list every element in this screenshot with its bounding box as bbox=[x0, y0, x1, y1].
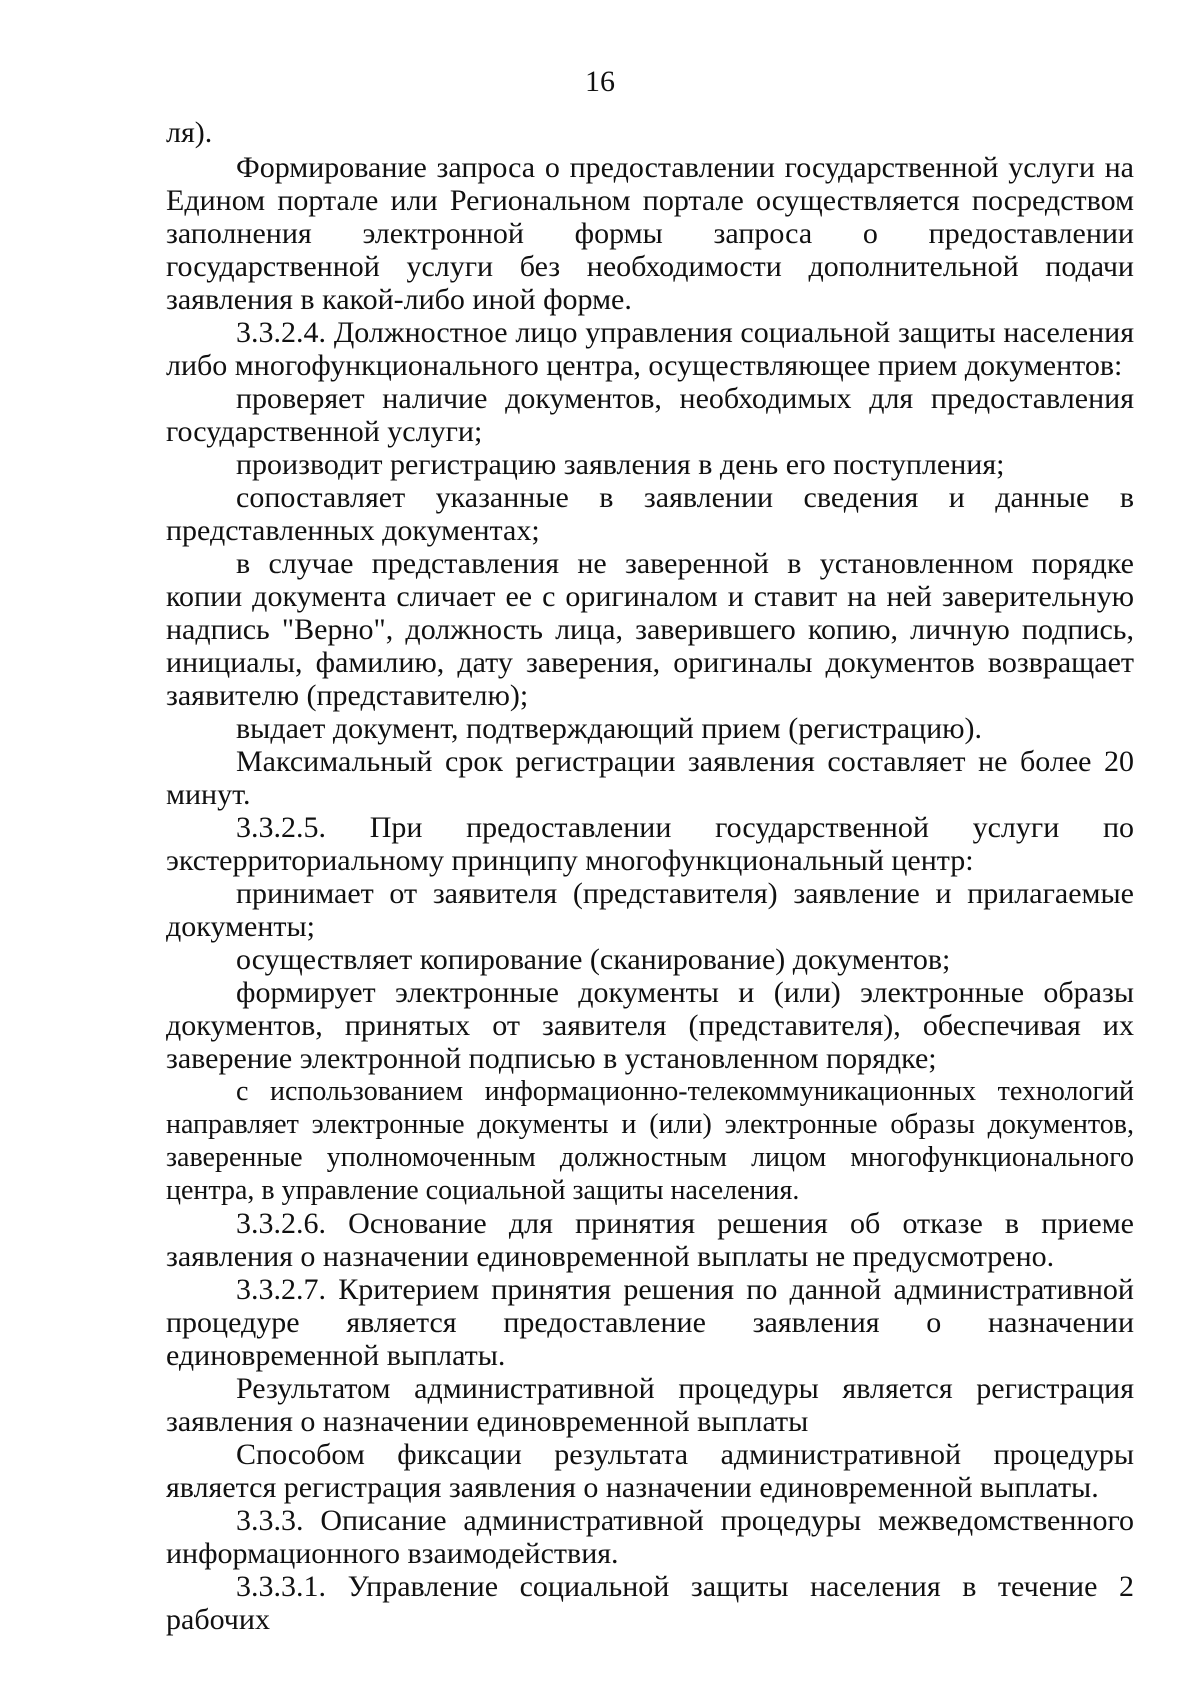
paragraph: осуществляет копирование (сканирование) документов; bbox=[236, 943, 951, 976]
paragraph: Способом фиксации результата административной процедуры является регистрация заявления о назначении единовременной выплаты. bbox=[166, 1438, 1134, 1504]
paragraph-clause-3-3-3: 3.3.3. Описание административной процедуры межведомственного информационного взаимодействия. bbox=[166, 1504, 1134, 1570]
paragraph-continuation: ля). bbox=[166, 116, 213, 149]
paragraph-clause-3-3-2-5: 3.3.2.5. При предоставлении государственной услуги по экстерриториальному принципу многофункциональный центр: bbox=[166, 811, 1134, 877]
paragraph: формирует электронные документы и (или) электронные образы документов, принятых от заявителя (представителя), обеспечивая их заверение электронной подписью в установленном порядке; bbox=[166, 976, 1134, 1075]
paragraph: принимает от заявителя (представителя) заявление и прилагаемые документы; bbox=[166, 877, 1134, 943]
paragraph: в случае представления не заверенной в установленном порядке копии документа сличает ее с оригиналом и ставит на ней заверительную надпись "Верно", должность лица, заверившего копию, личную подпись, инициалы, фамилию, дату заверения, оригиналы документов возвращает заявителю (представителю); bbox=[166, 547, 1134, 712]
paragraph: с использованием информационно-телекоммуникационных технологий направляет электронные документы и (или) электронные образы документов, заверенные уполномоченным должностным лицом многофункционального центра, в управление социальной защиты населения. bbox=[166, 1076, 1134, 1206]
paragraph-clause-3-3-2-7: 3.3.2.7. Критерием принятия решения по данной административной процедуре является предоставление заявления о назначении единовременной выплаты. bbox=[166, 1273, 1134, 1372]
paragraph-clause-3-3-3-1: 3.3.3.1. Управление социальной защиты населения в течение 2 рабочих bbox=[166, 1570, 1134, 1636]
paragraph: выдает документ, подтверждающий прием (регистрацию). bbox=[236, 712, 983, 745]
paragraph: Формирование запроса о предоставлении государственной услуги на Едином портале или Региональном портале осуществляется посредством заполнения электронной формы запроса о предоставлении государственной услуги без необходимости дополнительной подачи заявления в какой-либо иной форме. bbox=[166, 151, 1134, 316]
paragraph: сопоставляет указанные в заявлении сведения и данные в представленных документах; bbox=[166, 481, 1134, 547]
paragraph: Результатом административной процедуры является регистрация заявления о назначении единовременной выплаты bbox=[166, 1372, 1134, 1438]
paragraph: проверяет наличие документов, необходимых для предоставления государственной услуги; bbox=[166, 382, 1134, 448]
paragraph: производит регистрацию заявления в день его поступления; bbox=[236, 448, 1005, 481]
page-number: 16 bbox=[585, 65, 615, 98]
paragraph-clause-3-3-2-4: 3.3.2.4. Должностное лицо управления социальной защиты населения либо многофункционального центра, осуществляющее прием документов: bbox=[166, 316, 1134, 382]
paragraph: Максимальный срок регистрации заявления составляет не более 20 минут. bbox=[166, 745, 1134, 811]
document-body bbox=[166, 116, 1134, 1636]
paragraph-clause-3-3-2-6: 3.3.2.6. Основание для принятия решения об отказе в приеме заявления о назначении единовременной выплаты не предусмотрено. bbox=[166, 1207, 1134, 1273]
